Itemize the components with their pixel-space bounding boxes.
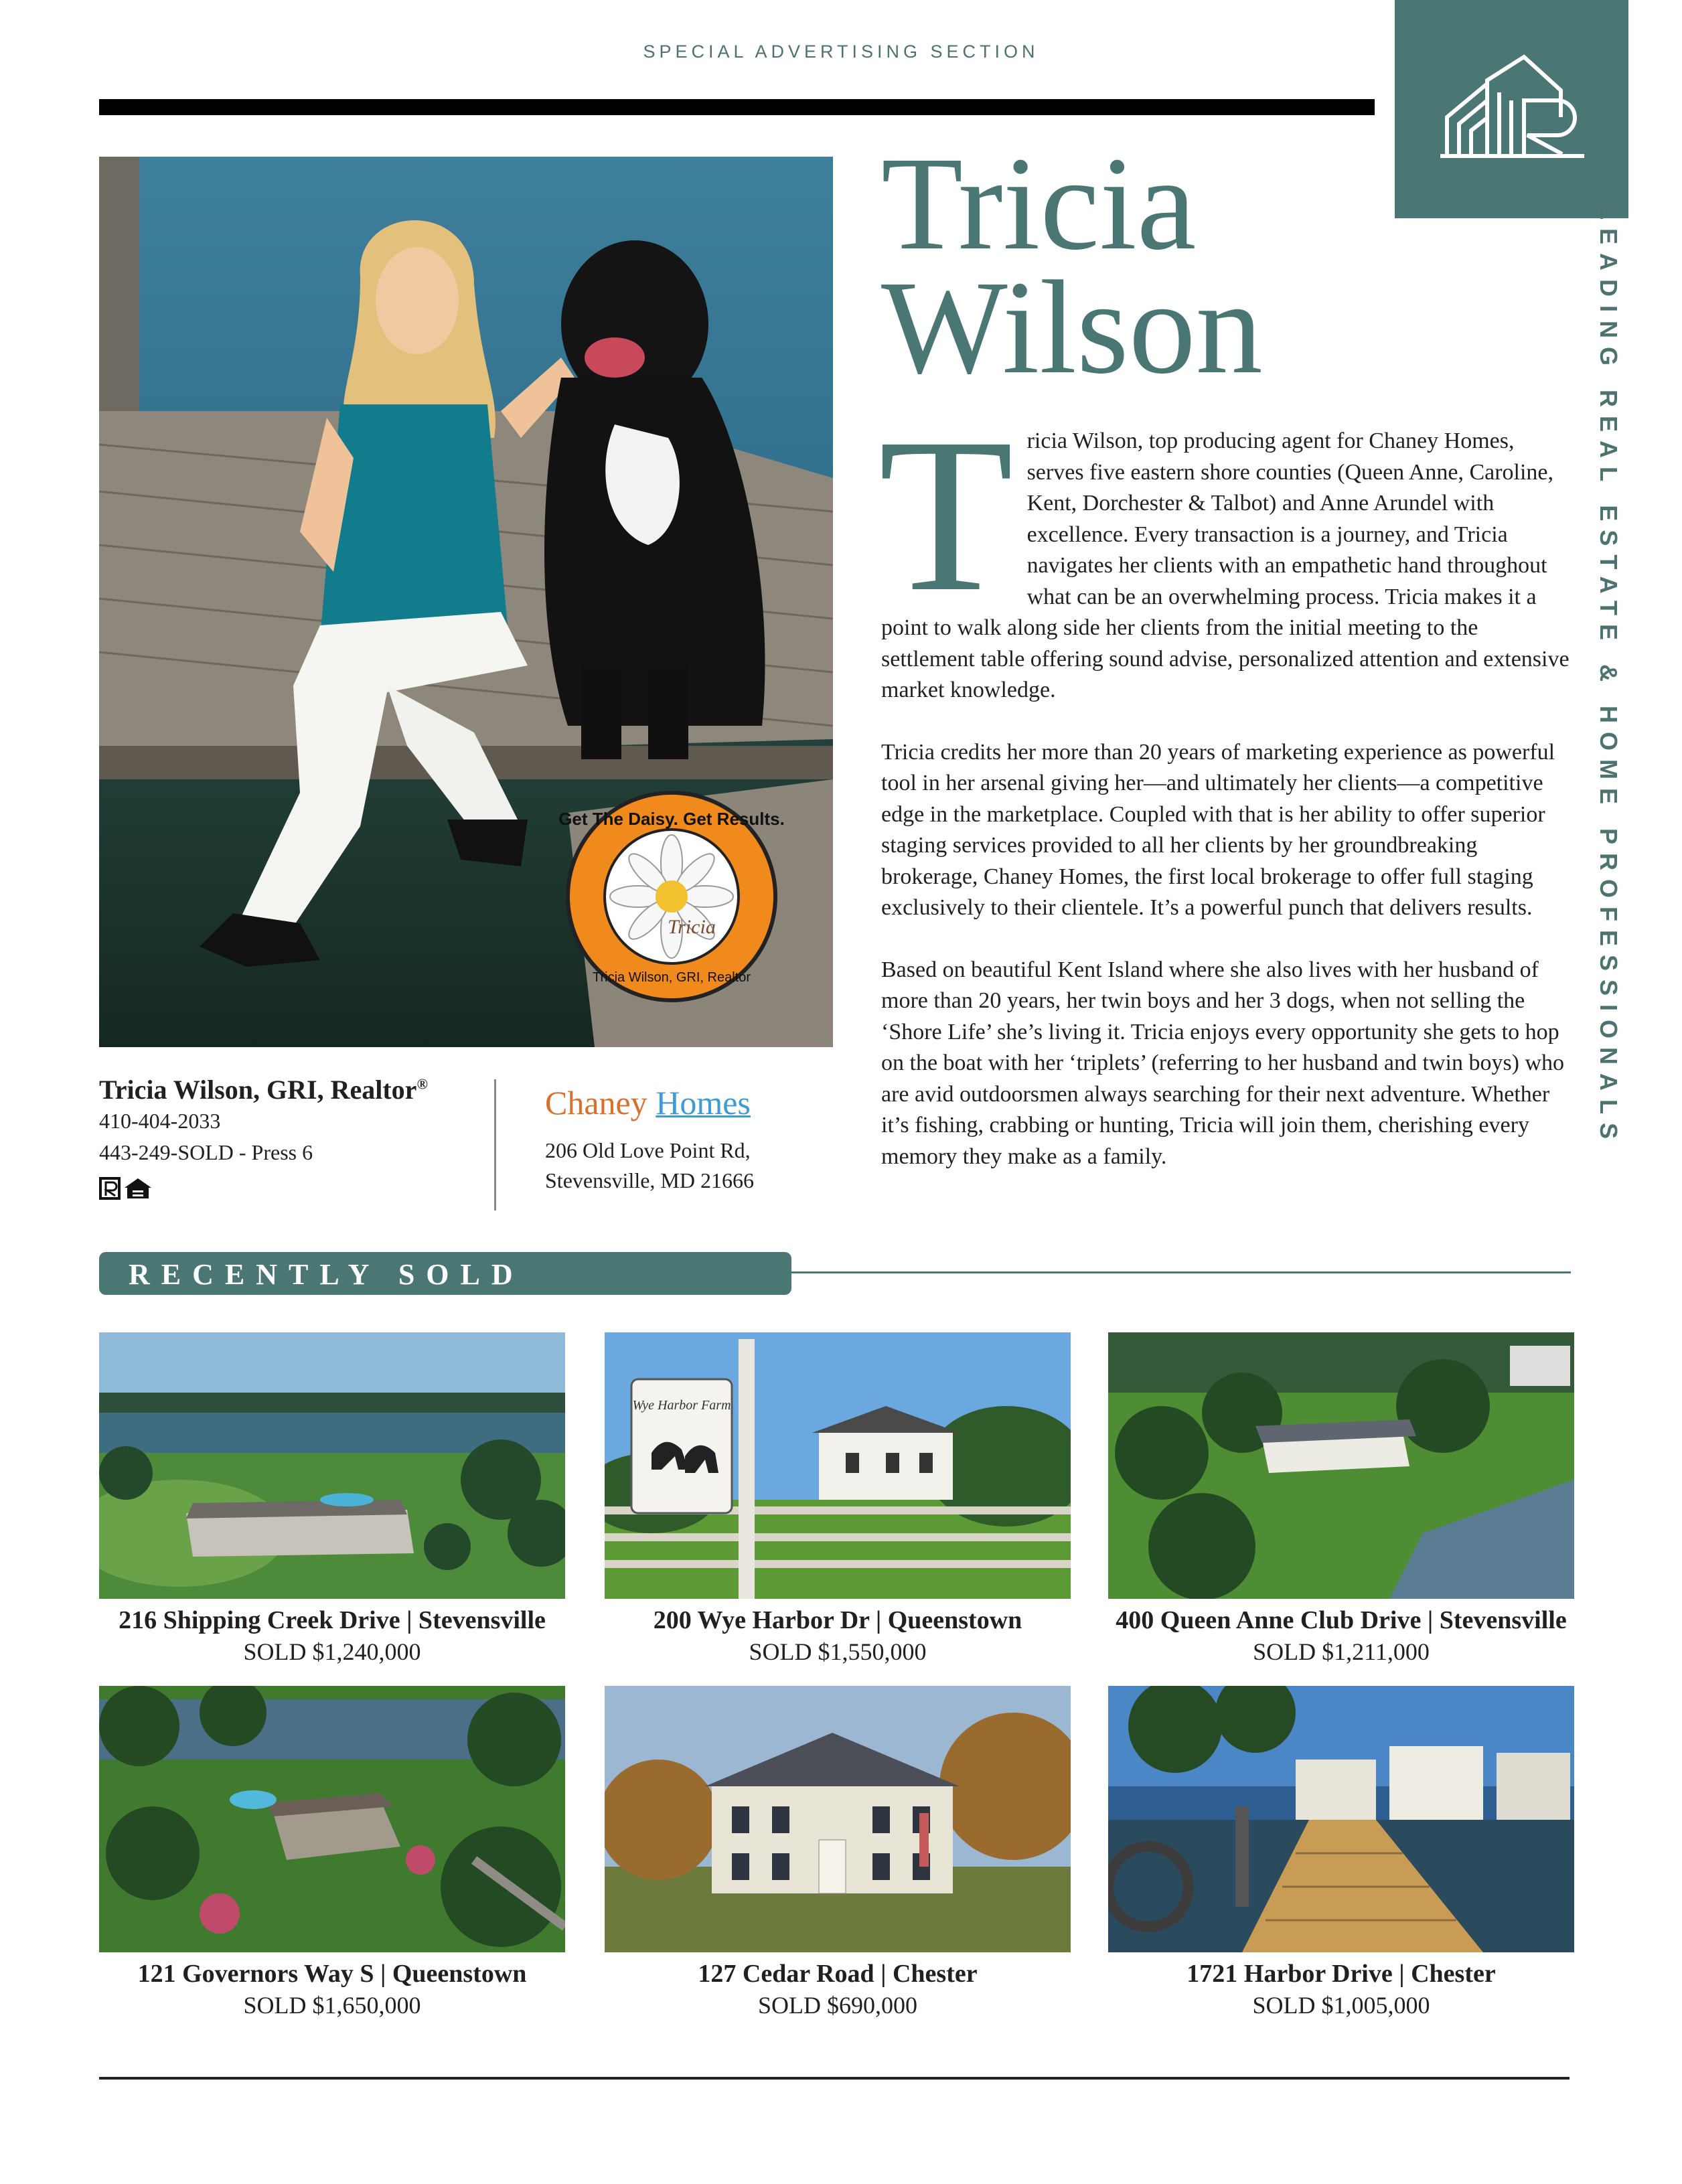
property-price-5: SOLD $690,000 xyxy=(757,1992,917,2019)
property-title-2: 200 Wye Harbor Dr | Queenstown xyxy=(653,1606,1022,1634)
property-photo-5 xyxy=(605,1686,1071,1952)
section-rule xyxy=(791,1271,1571,1273)
svg-text:Wye Harbor Farm: Wye Harbor Farm xyxy=(632,1398,731,1413)
address-line-1: 206 Old Love Point Rd, xyxy=(545,1138,751,1162)
property-title-5: 127 Cedar Road | Chester xyxy=(698,1960,978,1988)
property-price-6: SOLD $1,005,000 xyxy=(1252,1992,1430,2019)
property-title-4: 121 Governors Way S | Queenstown xyxy=(137,1960,527,1988)
property-price-3: SOLD $1,211,000 xyxy=(1253,1638,1430,1665)
top-rule xyxy=(99,99,1375,115)
property-photo-4 xyxy=(99,1686,565,1952)
realtor-icons xyxy=(99,1176,159,1206)
agent-last-name: Wilson xyxy=(881,254,1263,402)
phone-number[interactable]: 410-404-2033 xyxy=(99,1109,221,1133)
realtor-r-icon xyxy=(100,1178,119,1198)
property-photo-2 xyxy=(605,1332,1071,1599)
property-title-6: 1721 Harbor Drive | Chester xyxy=(1187,1960,1496,1988)
address-line-2: Stevensville, MD 21666 xyxy=(545,1168,754,1192)
contact-name: Tricia Wilson, GRI, Realtor® xyxy=(99,1075,428,1105)
bio-paragraph-2: Tricia credits her more than 20 years of marketing experience as powerful tool in her arsenal giving her—and ultimately her clients—a competitive edge in the marketplace. Coupled with that is her ability to offer superior staging services provided to all her clients by her groundbreaking brokerage, Chaney Homes, the first local brokerage to offer full staging exclusively to their clientele. It’s a powerful punch that delivers results. xyxy=(881,739,1555,920)
agent-portrait-photo xyxy=(99,157,833,1047)
svg-text:Tricia Wilson, GRI, Realtor: Tricia Wilson, GRI, Realtor xyxy=(593,970,751,985)
svg-text:Tricia: Tricia xyxy=(668,916,716,938)
contact-divider xyxy=(494,1079,496,1211)
bottom-rule xyxy=(99,2077,1570,2080)
recently-sold-banner: RECENTLY SOLD PROPERTIES xyxy=(99,1252,791,1295)
property-price-4: SOLD $1,650,000 xyxy=(243,1992,421,2019)
property-title-3: 400 Queen Anne Club Drive | Stevensville xyxy=(1116,1606,1567,1634)
phone-number-alt[interactable]: 443-249-SOLD - Press 6 xyxy=(99,1140,313,1164)
drop-cap: T xyxy=(878,393,1014,637)
svg-text:Get The Daisy. Get Results.: Get The Daisy. Get Results. xyxy=(558,809,785,829)
property-price-1: SOLD $1,240,000 xyxy=(243,1638,421,1665)
house-logo-icon xyxy=(1440,54,1588,161)
property-photo-1 xyxy=(99,1332,565,1599)
property-title-1: 216 Shipping Creek Drive | Stevensville xyxy=(119,1606,546,1634)
section-label: SPECIAL ADVERTISING SECTION xyxy=(643,42,1039,62)
bio-paragraph-1: ricia Wilson, top producing agent for Chaney Homes, serves five eastern shore counties (Queen Anne, Caroline, Kent, Dorchester & Talbot) and Anne Arundel with excellence. Every transaction is a journey, and Tricia navigates her clients with an empathetic hand throughout what can be an overwhelming process. Tricia makes it a point to walk along side her clients from the initial meeting to the settlement table offering sound advise, personalized attention and extensive market knowledge. xyxy=(881,428,1570,702)
chaney-homes-logo: Chaney Homes xyxy=(545,1084,751,1121)
side-title: LEADING REAL ESTATE & HOME PROFESSIONALS xyxy=(1595,204,1622,1148)
brand-logo xyxy=(1395,0,1628,218)
property-photo-6 xyxy=(1108,1686,1574,1952)
equal-housing-icon xyxy=(125,1178,151,1198)
property-price-2: SOLD $1,550,000 xyxy=(749,1638,927,1665)
agent-biography xyxy=(878,393,1572,1203)
property-photo-3 xyxy=(1108,1332,1574,1599)
bio-paragraph-3: Based on beautiful Kent Island where she also lives with her husband of more than 20 years, her twin boys and her 3 dogs, when not selling the ‘Shore Life’ she’s living it. Tricia enjoys every opportunity she gets to hop on the boat with her ‘triplets’ (referring to her husband and twin boys) who are avid outdoorsmen always searching for their next adventure. Whether it’s fishing, crabbing or hunting, Tricia will join them, cherishing every memory they make as a family. xyxy=(881,957,1565,1169)
agent-first-name: Tricia xyxy=(881,130,1197,278)
